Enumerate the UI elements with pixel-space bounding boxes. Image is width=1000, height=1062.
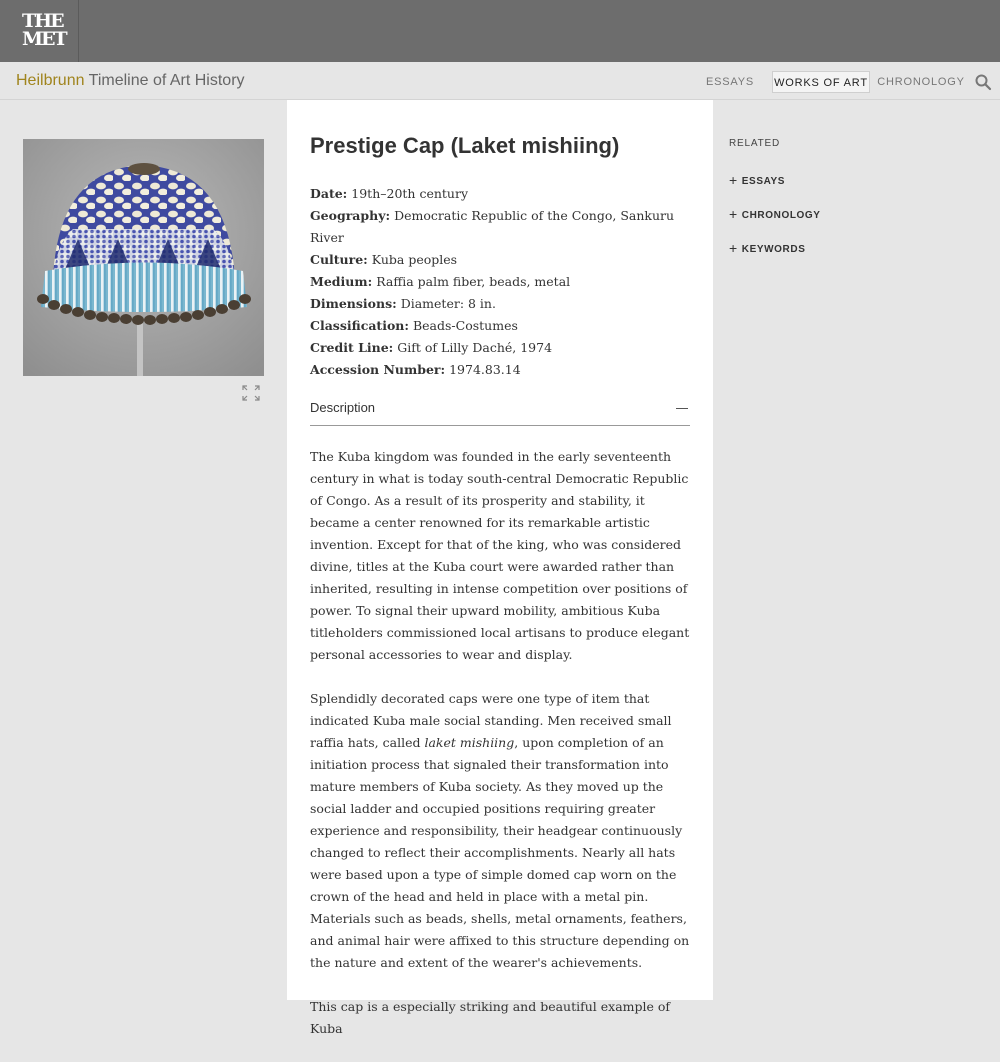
- detail-dimensions: [310, 293, 690, 315]
- related-item-keywords[interactable]: [729, 240, 805, 256]
- description-toggle[interactable]: [310, 399, 690, 426]
- prestige-cap-photo: [23, 139, 264, 376]
- logo-line-2: MET: [22, 28, 66, 50]
- related-item-label: KEYWORDS: [741, 244, 806, 255]
- description-paragraph: [310, 688, 692, 974]
- page-title: Prestige Cap (Laket mishiing): [310, 133, 620, 158]
- detail-value: 1974.83.14: [449, 362, 521, 377]
- detail-classification: [310, 315, 690, 337]
- detail-value: Gift of Lilly Daché, 1974: [397, 340, 553, 355]
- detail-value: 19th–20th century: [351, 186, 469, 201]
- main-content: [287, 100, 713, 1036]
- site-title-brand: Heilbrunn: [16, 72, 85, 89]
- description-label: Description: [310, 400, 376, 415]
- paragraph-text: , upon completion of an initiation process that signaled their transformation into mature members of Kuba society. As they moved up the social ladder and occupied positions requiring greater experience and responsibility, their headgear continuously changed to reflect their accomplishments. Nearly all hats were based upon a type of simple domed cap worn on the crown of the head and held in place with a metal pin. Materials such as beads, shells, metal ornaments, feathers, and animal hair were affixed to this structure depending on the nature and extent of the wearer's achievements.: [310, 735, 690, 970]
- artwork-details: [310, 183, 690, 381]
- related-item-label: ESSAYS: [741, 176, 786, 187]
- detail-geography: [310, 205, 690, 249]
- detail-date: [310, 183, 690, 205]
- site-title-rest: Timeline of Art History: [84, 72, 245, 89]
- detail-value: Diameter: 8 in.: [400, 296, 496, 311]
- detail-label: Culture:: [310, 252, 368, 267]
- met-logo[interactable]: [0, 0, 79, 62]
- related-item-label: CHRONOLOGY: [741, 210, 821, 221]
- logo-line-1: THE: [22, 10, 63, 32]
- detail-label: Dimensions:: [310, 296, 397, 311]
- detail-credit-line: [310, 337, 690, 359]
- detail-label: Classification:: [310, 318, 409, 333]
- description-paragraph: This cap is a especially striking and beautiful example of Kuba: [310, 999, 671, 1036]
- detail-value: Raffia palm fiber, beads, metal: [376, 274, 571, 289]
- detail-label: Medium:: [310, 274, 373, 289]
- artwork-image[interactable]: [23, 139, 264, 376]
- detail-value: Beads-Costumes: [412, 318, 518, 333]
- related-panel: [729, 138, 979, 256]
- tab-works-of-art[interactable]: WORKS OF ART: [772, 71, 870, 93]
- detail-value: Kuba peoples: [371, 252, 458, 267]
- search-icon[interactable]: [974, 73, 992, 91]
- related-title: RELATED: [729, 138, 780, 149]
- detail-medium: [310, 271, 690, 293]
- tab-essays[interactable]: ESSAYS: [705, 76, 754, 88]
- detail-value: Democratic Republic of the Congo, Sankuru River: [310, 208, 675, 245]
- paragraph-emphasis: laket mishiing: [424, 735, 515, 750]
- tab-chronology[interactable]: CHRONOLOGY: [877, 76, 965, 88]
- plus-icon: +: [729, 172, 738, 188]
- paragraph-text: Splendidly decorated caps were one type of item that indicated Kuba male social standing. Men received small raffia hats, called: [310, 691, 672, 750]
- main-nav: [700, 62, 1000, 100]
- sub-header: [0, 62, 1000, 100]
- site-title[interactable]: [16, 72, 245, 90]
- detail-culture: [310, 249, 690, 271]
- plus-icon: +: [729, 240, 738, 256]
- detail-label: Geography:: [310, 208, 391, 223]
- detail-accession-number: [310, 359, 690, 381]
- plus-icon: +: [729, 206, 738, 222]
- description-body: [310, 446, 692, 1062]
- description-paragraph: The Kuba kingdom was founded in the early seventeenth century in what is today south-central Democratic Republic of Congo. As a result of its prosperity and stability, it became a center renowned for its remarkable artistic invention. Except for that of the king, who was considered divine, titles at the Kuba court were awarded rather than inherited, resulting in intense competition over positions of power. To signal their upward mobility, ambitious Kuba titleholders commissioned local artisans to produce elegant personal accessories to wear and display.: [310, 449, 690, 662]
- minus-icon: [676, 408, 688, 409]
- related-item-chronology[interactable]: [729, 206, 821, 222]
- related-item-essays[interactable]: [729, 172, 785, 188]
- detail-label: Date:: [310, 186, 348, 201]
- expand-icon[interactable]: [242, 385, 260, 401]
- detail-label: Accession Number:: [310, 362, 446, 377]
- top-bar: [0, 0, 1000, 62]
- detail-label: Credit Line:: [310, 340, 394, 355]
